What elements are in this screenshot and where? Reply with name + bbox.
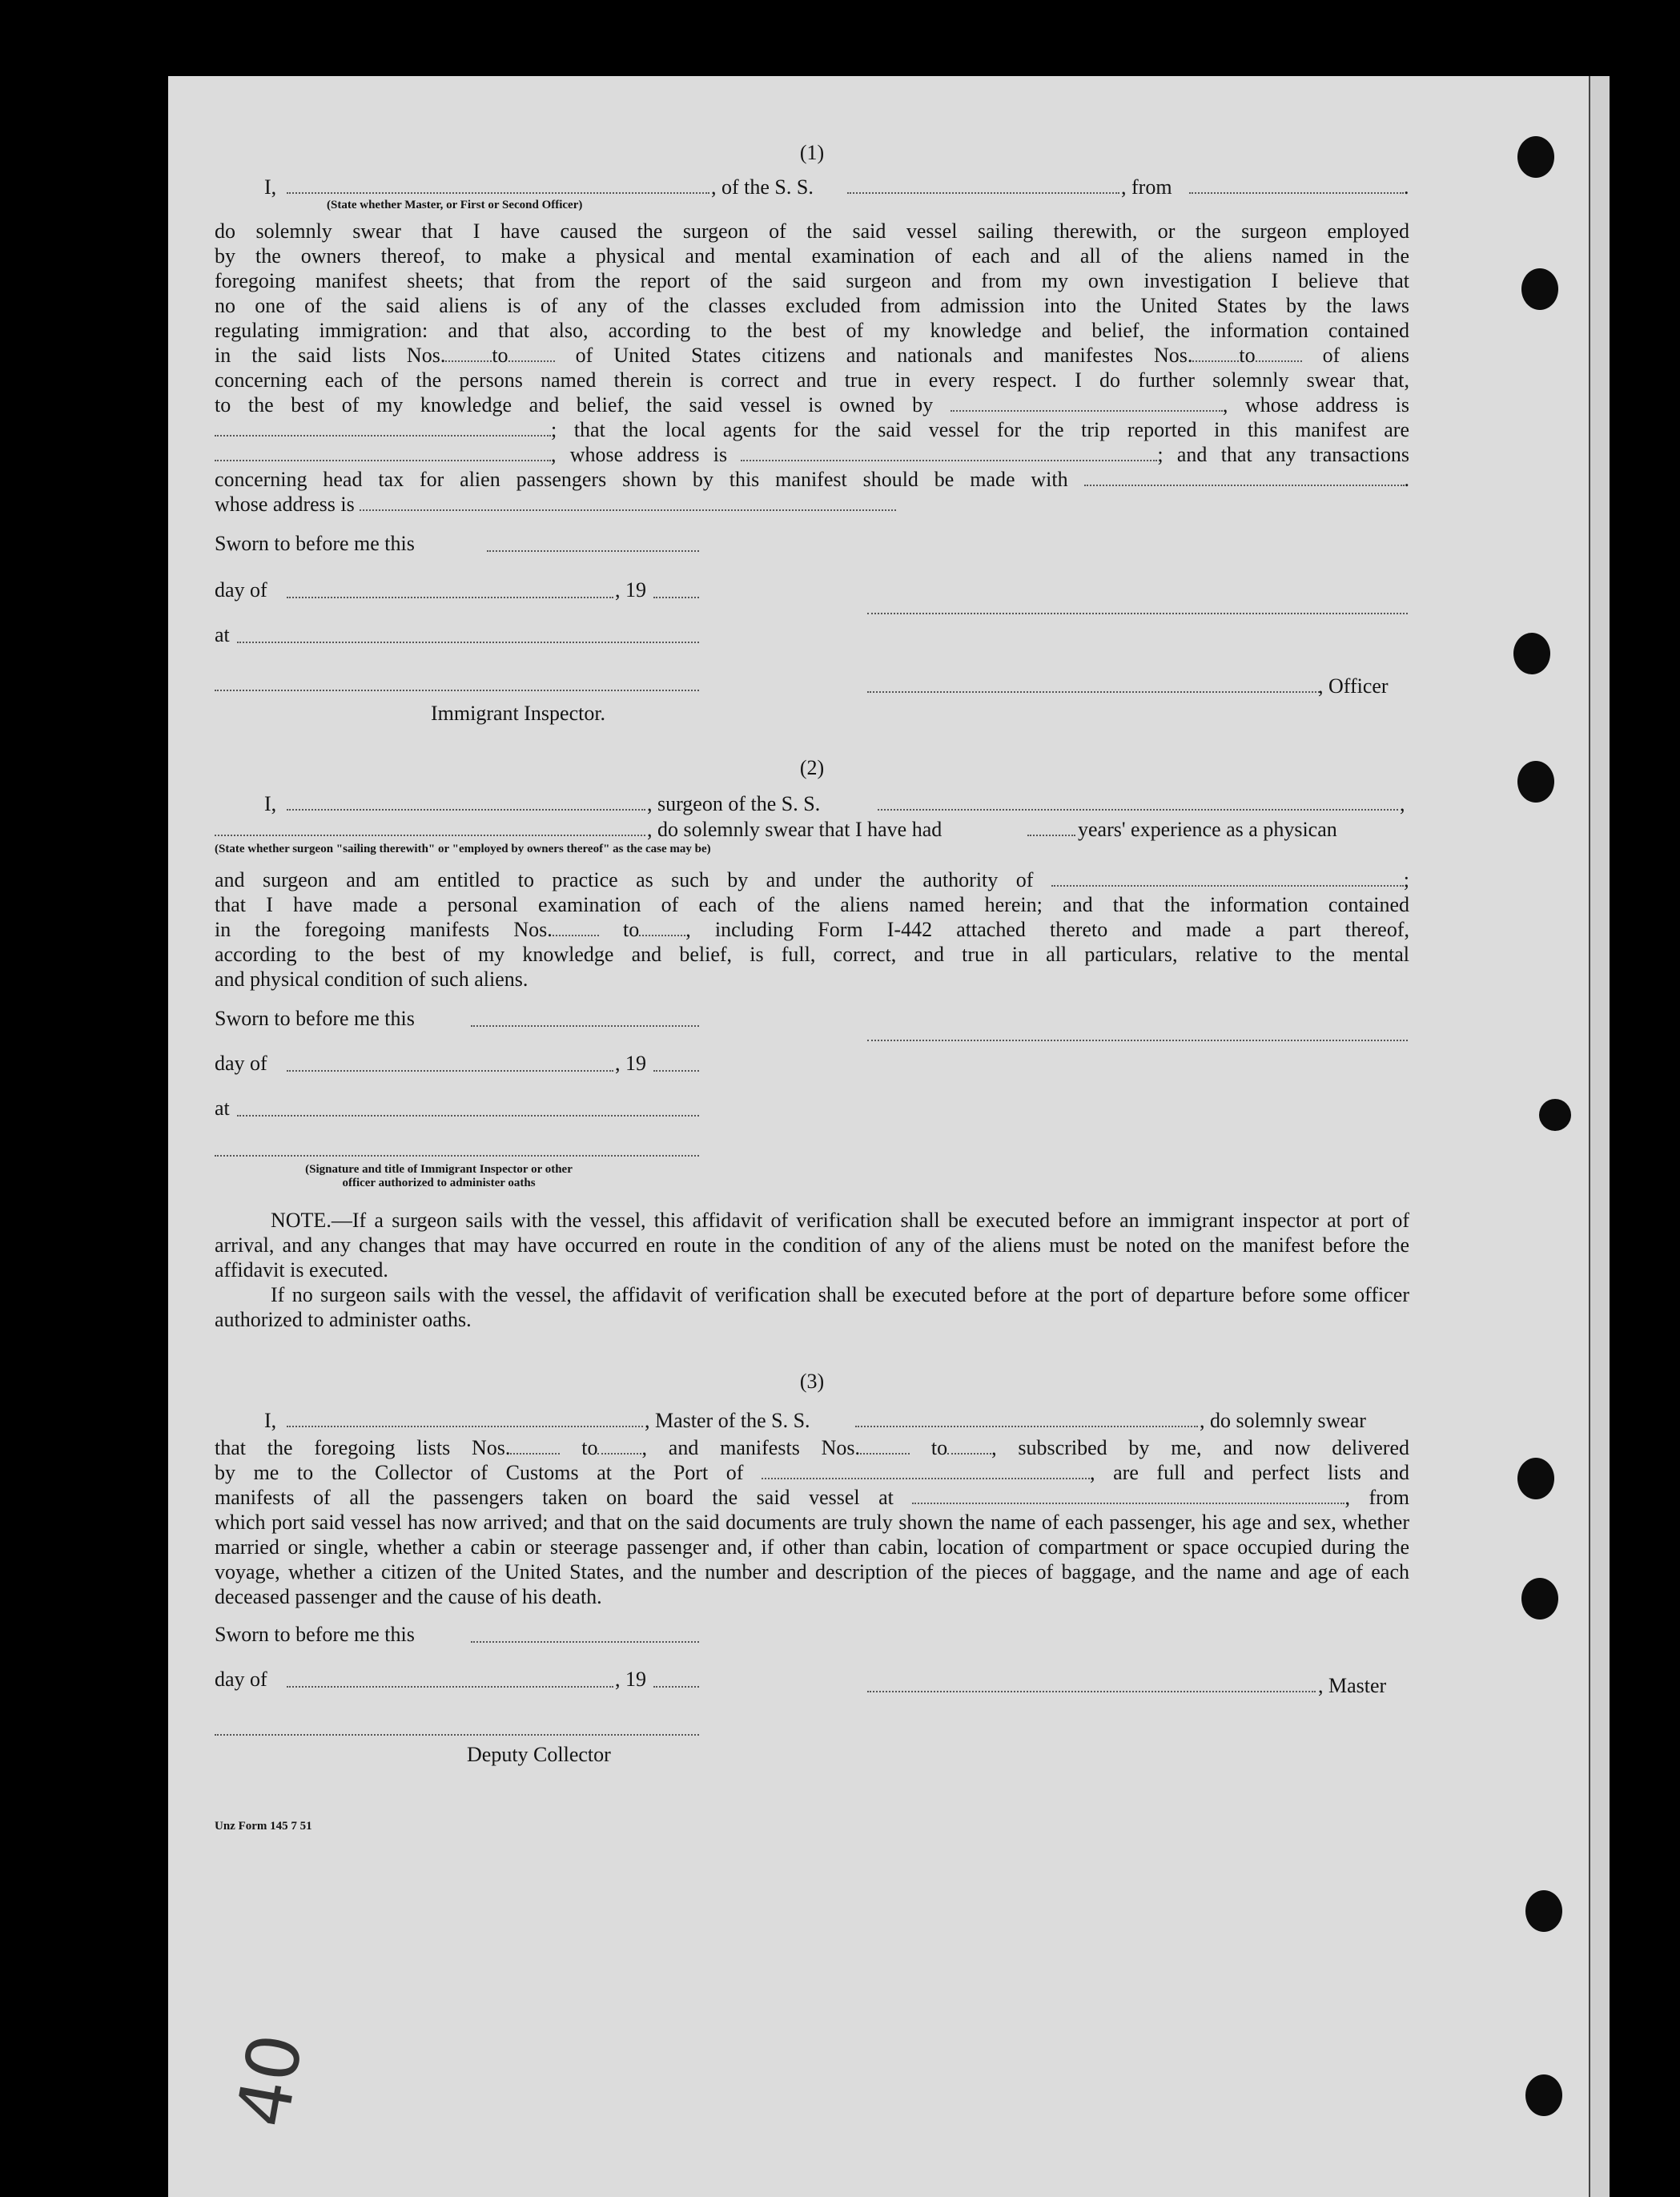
list-from-field[interactable] bbox=[445, 343, 492, 362]
port-field[interactable] bbox=[762, 1460, 1090, 1479]
agents-address-line bbox=[215, 442, 1409, 467]
authority-field[interactable] bbox=[1051, 867, 1404, 887]
day-of-label: day of bbox=[215, 578, 267, 602]
day-of-label: day of bbox=[215, 1052, 267, 1075]
surgeon-name-field[interactable] bbox=[287, 809, 645, 811]
text: years' experience as a physican bbox=[1078, 818, 1337, 841]
punch-hole bbox=[1539, 1099, 1571, 1131]
from-port-field[interactable] bbox=[1189, 192, 1404, 194]
text: in the said lists Nos. bbox=[215, 344, 446, 367]
surgeon-signature-line[interactable] bbox=[867, 1040, 1408, 1041]
list-to-field[interactable] bbox=[597, 1435, 641, 1455]
label-i: I, bbox=[264, 792, 277, 815]
punch-hole bbox=[1517, 761, 1554, 803]
text: , whose address is bbox=[551, 443, 728, 466]
text: . bbox=[1404, 468, 1410, 491]
officer-signature-line[interactable] bbox=[867, 613, 1408, 614]
punch-hole bbox=[1517, 136, 1554, 178]
year-field[interactable] bbox=[653, 1070, 699, 1072]
whose-address-line bbox=[215, 492, 1409, 517]
agents-field[interactable] bbox=[215, 442, 551, 461]
section2-header bbox=[215, 791, 1409, 843]
text: officer authorized to administer oaths bbox=[342, 1177, 536, 1189]
text: ; bbox=[1403, 868, 1410, 891]
punct: , bbox=[1400, 792, 1405, 815]
manifest-to-field[interactable] bbox=[947, 1435, 991, 1455]
year-field[interactable] bbox=[653, 597, 699, 598]
year-label: , 19 bbox=[615, 578, 646, 602]
collector-signature-line[interactable] bbox=[215, 1734, 699, 1736]
punct: . bbox=[1404, 175, 1409, 199]
sworn-label: Sworn to before me this bbox=[215, 532, 415, 555]
officer-note: (State whether Master, or First or Second Officer) bbox=[327, 199, 583, 211]
note-paragraph-2: If no surgeon sails with the vessel, the affidavit of verification shall be executed before at the port of departure before some officer authorized to administer oaths. bbox=[215, 1283, 1409, 1331]
text: , do solemnly swear that I have had bbox=[647, 818, 942, 841]
agents-line bbox=[215, 417, 1409, 442]
deputy-collector-label: Deputy Collector bbox=[467, 1743, 611, 1766]
section3-sworn-block bbox=[215, 1622, 1409, 1782]
punch-hole bbox=[1525, 1890, 1562, 1932]
text: to bbox=[1239, 344, 1256, 367]
list-from-field[interactable] bbox=[510, 1435, 560, 1455]
manifest-from-field[interactable] bbox=[1192, 343, 1239, 362]
body-line: and physical condition of such aliens. bbox=[215, 968, 529, 991]
form-page bbox=[168, 76, 1610, 2197]
inspector-label: Immigrant Inspector. bbox=[431, 702, 606, 725]
text: and surgeon and am entitled to practice as such by and under the authority of bbox=[215, 868, 1034, 891]
list-to-field[interactable] bbox=[508, 343, 555, 362]
label-master-of: , Master of the S. S. bbox=[645, 1409, 810, 1432]
form-id: Unz Form 145 7 51 bbox=[215, 1820, 312, 1833]
body-line: concerning each of the persons named therein is correct and true in every respect. I do further solemnly swear that, bbox=[215, 368, 1409, 392]
body-line: regulating immigration: and that also, according to the best of my knowledge and belief, the information contained bbox=[215, 319, 1409, 342]
year-field[interactable] bbox=[653, 1686, 699, 1688]
text: , subscribed by me, and now delivered bbox=[991, 1436, 1410, 1459]
authority-signature-line[interactable] bbox=[215, 1155, 699, 1157]
vessel-name-field[interactable] bbox=[847, 192, 1119, 194]
lists-line bbox=[215, 343, 1409, 368]
text: of United States citizens and nationals and manifestes Nos. bbox=[575, 344, 1193, 367]
headtax-field[interactable] bbox=[1084, 467, 1405, 486]
text: ; that the local agents for the said vessel for the trip reported in this manifest are bbox=[551, 418, 1409, 441]
text: , from bbox=[1344, 1486, 1410, 1509]
punch-hole bbox=[1525, 2074, 1562, 2116]
body-line: by the owners thereof, to make a physical and mental examination of each and all of the aliens named in the bbox=[215, 244, 1409, 268]
page-edge bbox=[1589, 76, 1610, 2197]
form-content bbox=[215, 140, 1409, 1839]
owner-address-field[interactable] bbox=[215, 417, 551, 437]
punch-hole bbox=[1513, 633, 1550, 674]
section1-sworn-block bbox=[215, 531, 1409, 723]
body-line: foregoing manifest sheets; that from the report of the said surgeon and from my own investigation I believe that bbox=[215, 269, 1409, 292]
years-field[interactable] bbox=[1027, 835, 1075, 836]
section3-header bbox=[215, 1408, 1409, 1435]
boarded-port-field[interactable] bbox=[912, 1485, 1344, 1504]
sworn-label: Sworn to before me this bbox=[215, 1007, 415, 1030]
master-vessel-field[interactable] bbox=[855, 1426, 1198, 1427]
manifest-to-field[interactable] bbox=[1256, 343, 1302, 362]
handwritten-number: 40 bbox=[220, 2027, 320, 2134]
section2-body bbox=[215, 867, 1409, 992]
text: by me to the Collector of Customs at the Port of bbox=[215, 1461, 744, 1484]
text: to bbox=[581, 1436, 598, 1459]
at-label: at bbox=[215, 1096, 230, 1120]
signature-note bbox=[263, 1163, 615, 1190]
text: whose address is bbox=[215, 493, 355, 516]
sworn-day-field[interactable] bbox=[471, 1025, 699, 1027]
text: that the foregoing lists Nos. bbox=[215, 1436, 511, 1459]
text: , do solemnly swear bbox=[1200, 1409, 1366, 1432]
year-label: , 19 bbox=[615, 1052, 646, 1075]
punch-hole bbox=[1521, 268, 1558, 310]
owner-line bbox=[215, 392, 1409, 417]
year-label: , 19 bbox=[615, 1668, 646, 1691]
text: concerning head tax for alien passengers shown by this manifest should be made with bbox=[215, 468, 1068, 491]
boarded-line bbox=[215, 1485, 1409, 1510]
text: ; and that any transactions bbox=[1157, 443, 1409, 466]
sworn-day-field[interactable] bbox=[487, 550, 699, 552]
sworn-day-field[interactable] bbox=[471, 1641, 699, 1643]
officer-label: , Officer bbox=[1318, 674, 1389, 698]
label-surgeon-of: , surgeon of the S. S. bbox=[647, 792, 821, 815]
section-number-1: (1) bbox=[799, 141, 825, 164]
inspector-signature-line[interactable] bbox=[215, 690, 699, 691]
text: (Signature and title of Immigrant Inspector or other bbox=[305, 1163, 573, 1176]
body-line: that I have made a personal examination of each of the aliens named herein; and that the information contained bbox=[215, 893, 1409, 916]
label-of-ss: , of the S. S. bbox=[711, 175, 814, 199]
place-field[interactable] bbox=[237, 642, 699, 643]
officer-title-line[interactable] bbox=[867, 691, 1320, 693]
punch-hole bbox=[1521, 1578, 1558, 1620]
punch-hole bbox=[1517, 1458, 1554, 1499]
month-field[interactable] bbox=[287, 1686, 613, 1688]
text: , whose address is bbox=[1222, 393, 1409, 416]
month-field[interactable] bbox=[287, 1070, 613, 1072]
text: , including Form I-442 attached thereto and made a part thereof, bbox=[685, 918, 1409, 941]
manifest-line bbox=[215, 917, 1409, 942]
owner-field[interactable] bbox=[951, 392, 1223, 412]
text: of aliens bbox=[1322, 344, 1410, 367]
note-paragraph-1: NOTE.—If a surgeon sails with the vessel, this affidavit of verification shall be executed before an immigrant inspector at port of arrival, and any changes that may have occurred en route in the condition of any of the aliens must be noted on the manifest before the affidavit is executed. bbox=[215, 1209, 1409, 1282]
text: manifests of all the passengers taken on board the said vessel at bbox=[215, 1486, 894, 1509]
master-name-field[interactable] bbox=[287, 1426, 643, 1427]
text: , are full and perfect lists and bbox=[1090, 1461, 1409, 1484]
text: to bbox=[930, 1436, 948, 1459]
body-line: no one of the said aliens is of any of the classes excluded from admission into the United States by the laws bbox=[215, 294, 1409, 317]
port-line bbox=[215, 1460, 1409, 1485]
text: to bbox=[622, 918, 640, 941]
label-i: I, bbox=[264, 1409, 277, 1432]
section1-header-line bbox=[215, 175, 1409, 202]
place-field[interactable] bbox=[237, 1115, 699, 1117]
section3-body bbox=[215, 1435, 1409, 1609]
master-signature-line[interactable] bbox=[867, 1691, 1316, 1692]
surgeon-vessel-field[interactable] bbox=[878, 809, 1398, 811]
text: to bbox=[492, 344, 508, 367]
body-line: according to the best of my knowledge and belief, is full, correct, and true in all particulars, relative to the mental bbox=[215, 943, 1409, 966]
manifest-to-field[interactable] bbox=[639, 917, 685, 936]
master-label: , Master bbox=[1318, 1674, 1387, 1697]
surgeon-note: (State whether surgeon "sailing therewith" or "employed by owners thereof" as the case may be) bbox=[215, 843, 711, 855]
body-paragraph: which port said vessel has now arrived; and that on the said documents are truly shown the name of each passenger, his age and sex, whether married or single, whether a cabin or steerage passenger and, if other than cabin, location of compartment or space occupied during the voyage, whether a citizen of the United States, and the number and description of the pieces of baggage, and the name and age of each deceased passenger and the cause of his death. bbox=[215, 1511, 1409, 1608]
text: in the foregoing manifests Nos. bbox=[215, 918, 553, 941]
section-number-3: (3) bbox=[799, 1370, 825, 1393]
section-number-2: (2) bbox=[799, 756, 825, 779]
officer-name-field[interactable] bbox=[287, 192, 709, 194]
agents-address-field[interactable] bbox=[741, 442, 1157, 461]
headtax-address-field[interactable] bbox=[360, 492, 896, 511]
note-block bbox=[215, 1208, 1409, 1332]
manifest-from-field[interactable] bbox=[860, 1435, 910, 1455]
section2-sworn-block bbox=[215, 1006, 1409, 1198]
authority-line bbox=[215, 867, 1409, 892]
label-i: I, bbox=[264, 175, 277, 199]
manifest-from-field[interactable] bbox=[553, 917, 599, 936]
text: to the best of my knowledge and belief, the said vessel is owned by bbox=[215, 393, 934, 416]
body-line: do solemnly swear that I have caused the surgeon of the said vessel sailing therewith, or the surgeon employed bbox=[215, 219, 1409, 243]
headtax-line bbox=[215, 467, 1409, 492]
lists-line bbox=[215, 1435, 1409, 1460]
at-label: at bbox=[215, 623, 230, 646]
surgeon-status-field[interactable] bbox=[215, 835, 645, 836]
sworn-label: Sworn to before me this bbox=[215, 1623, 415, 1646]
day-of-label: day of bbox=[215, 1668, 267, 1691]
label-from: , from bbox=[1121, 175, 1172, 199]
text: , and manifests Nos. bbox=[641, 1436, 861, 1459]
month-field[interactable] bbox=[287, 597, 613, 598]
section1-body bbox=[215, 219, 1409, 517]
